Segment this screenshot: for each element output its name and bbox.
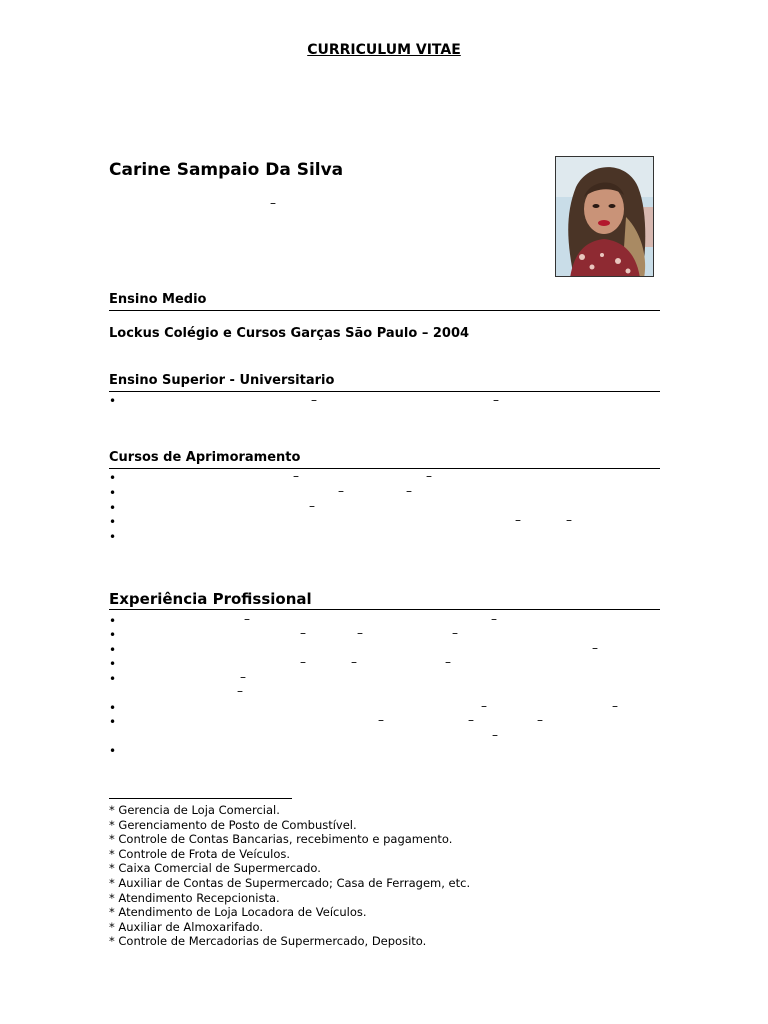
skill-note: * Caixa Comercial de Supermercado. [109, 861, 321, 876]
high-school-entry: Lockus Colégio e Cursos Garças São Paulo – 2004 [109, 326, 470, 341]
portrait-illustration [556, 157, 654, 277]
dash-mark: – [537, 713, 543, 727]
section-heading-high-school: Ensino Medio [109, 292, 207, 307]
skills-notes [109, 803, 470, 949]
dash-mark: – [493, 393, 499, 407]
list-bullet: • [109, 394, 117, 408]
dash-mark: – [293, 469, 299, 483]
dash-mark: – [309, 499, 315, 513]
list-bullet: • [109, 501, 117, 515]
list-bullet: • [109, 628, 117, 642]
dash-mark: – [311, 393, 317, 407]
section-divider [109, 468, 660, 469]
dash-mark: – [406, 484, 412, 498]
list-bullet: • [109, 515, 117, 529]
skill-note: * Controle de Mercadorias de Supermercado, Deposito. [109, 934, 427, 949]
footnote-divider [109, 798, 292, 799]
list-bullet: • [109, 657, 117, 671]
dash-mark: – [357, 626, 363, 640]
list-bullet: • [109, 486, 117, 500]
section-divider [109, 609, 660, 610]
dash-mark: – [351, 655, 357, 669]
dash-mark: – [338, 484, 344, 498]
dash-mark: – [300, 626, 306, 640]
list-bullet: • [109, 701, 117, 715]
dash-mark: – [592, 641, 598, 655]
dash-mark: – [492, 728, 498, 742]
section-divider [109, 310, 660, 311]
dash-mark: – [300, 655, 306, 669]
list-bullet: • [109, 744, 117, 758]
profile-photo [555, 156, 654, 277]
dash-mark: – [244, 612, 250, 626]
skill-note: * Auxiliar de Contas de Supermercado; Casa de Ferragem, etc. [109, 875, 471, 890]
dash-mark: – [378, 713, 384, 727]
dash-mark: – [566, 513, 572, 527]
dash-mark: – [452, 626, 458, 640]
section-heading-courses: Cursos de Aprimoramento [109, 450, 301, 465]
dash-mark: – [270, 196, 276, 210]
skill-note: * Gerenciamento de Posto de Combustível. [109, 817, 357, 832]
section-divider [109, 391, 660, 392]
dash-mark: – [426, 469, 432, 483]
dash-mark: – [237, 684, 243, 698]
document-title: CURRICULUM VITAE [307, 42, 461, 58]
skill-note: * Controle de Frota de Veículos. [109, 846, 291, 861]
dash-mark: – [491, 612, 497, 626]
section-heading-university: Ensino Superior - Universitario [109, 373, 335, 388]
list-bullet: • [109, 643, 117, 657]
dash-mark: – [515, 513, 521, 527]
skill-note: * Controle de Contas Bancarias, recebimento e pagamento. [109, 832, 453, 847]
dash-mark: – [445, 655, 451, 669]
dash-mark: – [240, 670, 246, 684]
list-bullet: • [109, 614, 117, 628]
list-bullet: • [109, 715, 117, 729]
dash-mark: – [481, 699, 487, 713]
dash-mark: – [612, 699, 618, 713]
skill-note: * Atendimento Recepcionista. [109, 890, 280, 905]
list-bullet: • [109, 471, 117, 485]
list-bullet: • [109, 530, 117, 544]
section-heading-experience: Experiência Profissional [109, 590, 312, 608]
skill-note: * Auxiliar de Almoxarifado. [109, 919, 264, 934]
candidate-name: Carine Sampaio Da Silva [109, 160, 344, 180]
skill-note: * Atendimento de Loja Locadora de Veículos. [109, 905, 367, 920]
skill-note: * Gerencia de Loja Comercial. [109, 803, 280, 817]
list-bullet: • [109, 672, 117, 686]
dash-mark: – [468, 713, 474, 727]
